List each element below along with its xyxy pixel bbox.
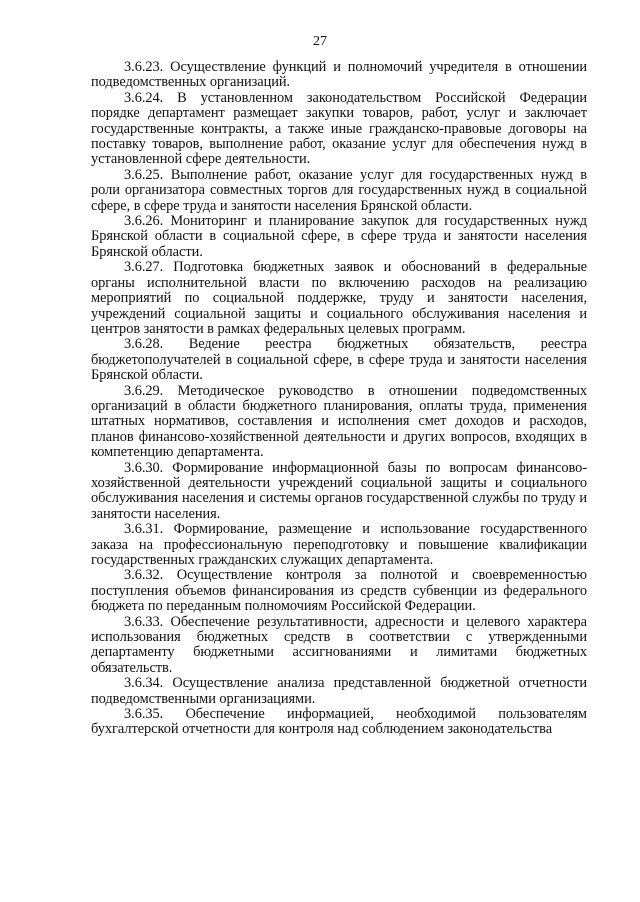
paragraph-3-6-24: 3.6.24. В установленном законодательством Российской Федерации порядке департамент размещает закупки товаров, работ, услуг и заключает государственные контракты, а также иные гражданско-правовые договоры на поставку товаров, выполнение работ, оказание услуг для обеспечения нужд в установленной сфере деятельности. [91, 89, 587, 168]
paragraph-3-6-30: 3.6.30. Формирование информационной базы по вопросам финансово-хозяйственной деятельности учреждений социальной защиты и социального обслуживания населения и системы органов государственной службы по труду и занятости населения. [91, 459, 587, 522]
document-body [91, 60, 587, 738]
paragraph-3-6-31: 3.6.31. Формирование, размещение и использование государственного заказа на профессиональную переподготовку и повышение квалификации государственных гражданских служащих департамента. [91, 521, 587, 568]
paragraph-3-6-27: 3.6.27. Подготовка бюджетных заявок и обоснований в федеральные органы исполнительной власти по включению расходов на реализацию мероприятий по социальной поддержке, труду и занятости населения, учреждений социальной защиты и социального обслуживания населения и центров занятости в рамках федеральных целевых программ. [91, 259, 587, 337]
paragraph-3-6-23: 3.6.23. Осуществление функций и полномочий учредителя в отношении подведомственных организаций. [91, 59, 587, 91]
paragraph-3-6-32: 3.6.32. Осуществление контроля за полнотой и своевременностью поступления объемов финансирования из средств субвенции из федерального бюджета по переданным полномочиям Российской Федерации. [91, 567, 587, 615]
paragraph-3-6-33: 3.6.33. Обеспечение результативности, адресности и целевого характера использования бюджетных средств в соответствии с утвержденными департаменту бюджетными ассигнованиями и лимитами бюджетных обязательств. [91, 613, 587, 676]
paragraph-3-6-26: 3.6.26. Мониторинг и планирование закупок для государственных нужд Брянской области в социальной сфере, в сфере труда и занятости населения Брянской области. [91, 213, 587, 260]
paragraph-3-6-34: 3.6.34. Осуществление анализа представленной бюджетной отчетности подведомственными организациями. [91, 675, 587, 707]
page-number: 27 [313, 34, 327, 49]
paragraph-3-6-28: 3.6.28. Ведение реестра бюджетных обязательств, реестра бюджетополучателей в социальной сфере, в сфере труда и занятости населения Брянской области. [91, 336, 587, 384]
paragraph-3-6-35: 3.6.35. Обеспечение информацией, необходимой пользователям бухгалтерской отчетности для контроля над соблюдением законодательства [91, 706, 587, 738]
paragraph-3-6-25: 3.6.25. Выполнение работ, оказание услуг для государственных нужд в роли организатора совместных торгов для государственных нужд в социальной сфере, в сфере труда и занятости населения Брянской области. [91, 166, 587, 214]
paragraph-3-6-29: 3.6.29. Методическое руководство в отношении подведомственных организаций в области бюджетного планирования, оплаты труда, применения штатных нормативов, составления и исполнения смет доходов и расходов, планов финансово-хозяйственной деятельности и других вопросов, входящих в компетенцию департамента. [91, 382, 587, 461]
